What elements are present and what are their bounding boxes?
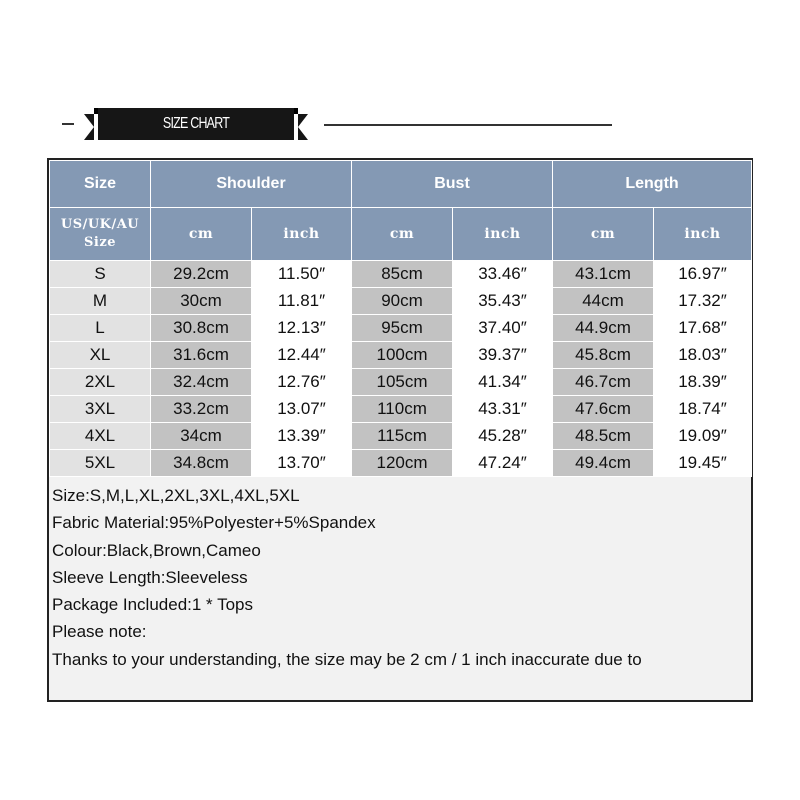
unit-header: cm [151,208,252,261]
header-row-units [50,208,752,261]
bust-header: Bust [352,161,553,208]
shoulder-cm-cell: 32.4cm [151,369,252,396]
shoulder-cm-cell: 30.8cm [151,315,252,342]
length-cm-cell: 45.8cm [553,342,654,369]
length-cm-cell: 48.5cm [553,423,654,450]
length-in-cell: 18.74″ [654,396,752,423]
shoulder-cm-cell: 31.6cm [151,342,252,369]
shoulder-header: Shoulder [151,161,352,208]
length-header: Length [553,161,752,208]
header-row-groups [50,161,752,208]
size-cell: 4XL [50,423,151,450]
length-in-cell: 16.97″ [654,261,752,288]
bust-cm-cell: 100cm [352,342,453,369]
table-row [50,261,752,288]
size-header: Size [50,161,151,208]
shoulder-in-cell: 12.44″ [252,342,352,369]
shoulder-in-cell: 11.50″ [252,261,352,288]
bust-cm-cell: 85cm [352,261,453,288]
length-cm-cell: 49.4cm [553,450,654,477]
bust-in-cell: 37.40″ [453,315,553,342]
shoulder-cm-cell: 33.2cm [151,396,252,423]
title-rule [324,124,612,126]
table-row [50,342,752,369]
shoulder-in-cell: 12.13″ [252,315,352,342]
bust-cm-cell: 120cm [352,450,453,477]
table-row [50,423,752,450]
length-in-cell: 19.45″ [654,450,752,477]
table-row [50,288,752,315]
unit-header: inch [654,208,752,261]
table-row [50,450,752,477]
bust-in-cell: 45.28″ [453,423,553,450]
length-cm-cell: 43.1cm [553,261,654,288]
title-dash [62,123,74,125]
unit-header: cm [553,208,654,261]
info-line: Colour:Black,Brown,Cameo [52,540,261,560]
bust-in-cell: 41.34″ [453,369,553,396]
length-cm-cell: 44cm [553,288,654,315]
bust-in-cell: 47.24″ [453,450,553,477]
unit-header: inch [252,208,352,261]
length-cm-cell: 47.6cm [553,396,654,423]
size-cell: M [50,288,151,315]
bust-cm-cell: 105cm [352,369,453,396]
unit-header: cm [352,208,453,261]
size-cell: 3XL [50,396,151,423]
banner-tail-left [84,114,94,140]
unit-header: inch [453,208,553,261]
length-in-cell: 17.32″ [654,288,752,315]
length-in-cell: 17.68″ [654,315,752,342]
size-cell: 5XL [50,450,151,477]
banner-tail-right [298,114,308,140]
info-line: Thanks to your understanding, the size may be 2 cm / 1 inch inaccurate due to [52,649,642,669]
length-in-cell: 18.39″ [654,369,752,396]
shoulder-in-cell: 13.70″ [252,450,352,477]
bust-in-cell: 39.37″ [453,342,553,369]
table-row [50,369,752,396]
info-line: Please note: [52,622,147,642]
shoulder-in-cell: 12.76″ [252,369,352,396]
bust-in-cell: 43.31″ [453,396,553,423]
size-table [49,160,752,477]
bust-in-cell: 35.43″ [453,288,553,315]
size-chart-title [62,104,552,144]
shoulder-cm-cell: 29.2cm [151,261,252,288]
info-line: Size:S,M,L,XL,2XL,3XL,4XL,5XL [52,486,300,505]
bust-cm-cell: 115cm [352,423,453,450]
bust-cm-cell: 95cm [352,315,453,342]
size-cell: XL [50,342,151,369]
length-in-cell: 18.03″ [654,342,752,369]
table-row [50,315,752,342]
shoulder-in-cell: 13.39″ [252,423,352,450]
shoulder-in-cell: 11.81″ [252,288,352,315]
bust-cm-cell: 90cm [352,288,453,315]
length-cm-cell: 44.9cm [553,315,654,342]
info-line: Sleeve Length:Sleeveless [52,567,248,587]
shoulder-cm-cell: 34.8cm [151,450,252,477]
size-cell: L [50,315,151,342]
size-cell: 2XL [50,369,151,396]
size-chart-panel [47,158,753,702]
bust-cm-cell: 110cm [352,396,453,423]
size-cell: S [50,261,151,288]
region-size-header: US/UK/AU Size [50,208,151,261]
size-table-body [50,261,752,477]
info-line: Package Included:1 * Tops [52,595,253,615]
length-in-cell: 19.09″ [654,423,752,450]
title-banner [84,108,308,140]
table-row [50,396,752,423]
shoulder-cm-cell: 30cm [151,288,252,315]
title-text: SIZE CHART [162,115,230,132]
product-info [52,482,748,673]
shoulder-cm-cell: 34cm [151,423,252,450]
length-cm-cell: 46.7cm [553,369,654,396]
shoulder-in-cell: 13.07″ [252,396,352,423]
info-line: Fabric Material:95%Polyester+5%Spandex [52,513,376,533]
bust-in-cell: 33.46″ [453,261,553,288]
